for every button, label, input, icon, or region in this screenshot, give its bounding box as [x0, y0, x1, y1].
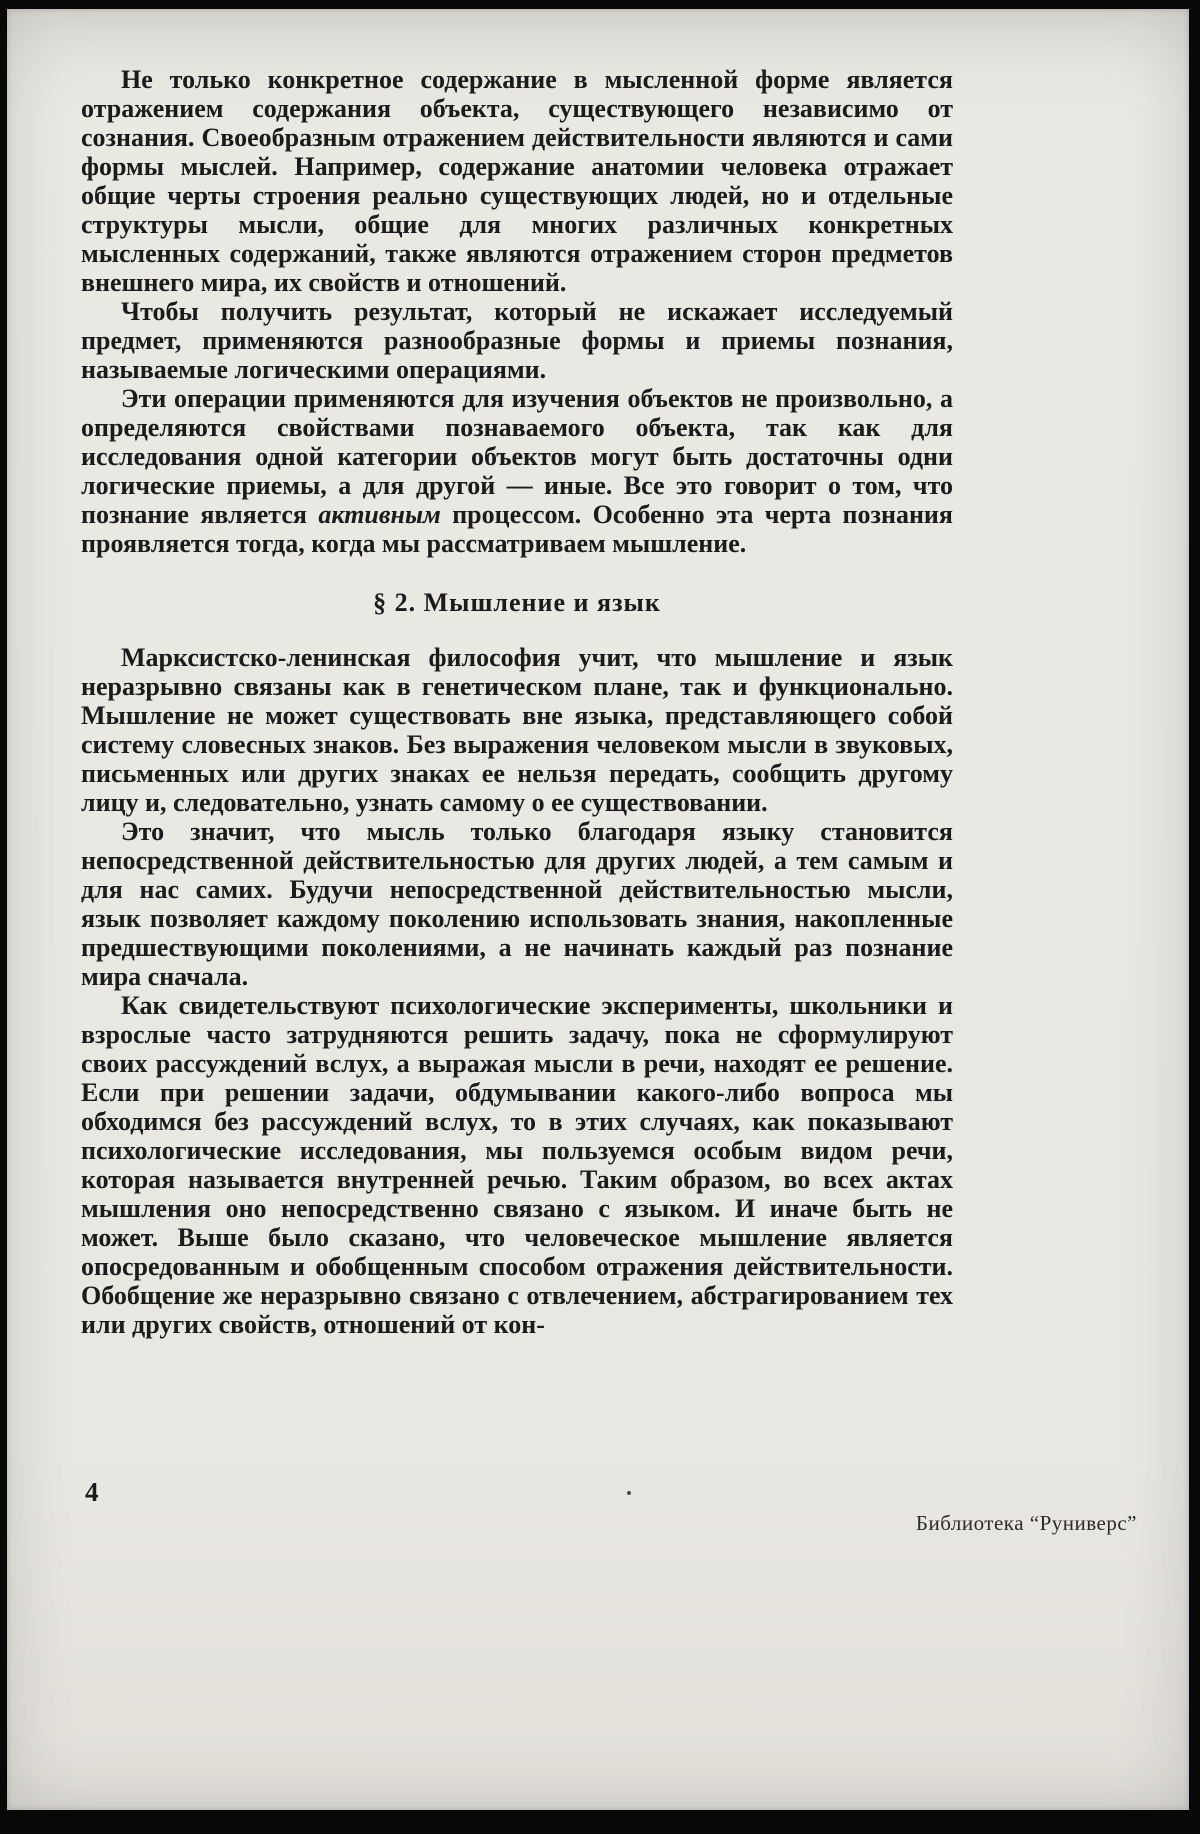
paragraph-4: Марксистско-ленинская философия учит, что мышление и язык неразрывно связаны как в генетическом плане, так и функционально. Мышление не может существовать вне языка, представляющего собой систему словесных знаков. Без выражения человеком мысли в звуковых, письменных или других знаках ее нельзя передать, сообщить другому лицу и, следовательно, узнать самому о ее существовании. — [81, 643, 953, 817]
paragraph-6: Как свидетельствуют психологические эксперименты, школьники и взрослые часто затрудняются решить задачу, пока не сформулируют своих рассуждений вслух, а выражая мысли в речи, находят ее решение. Если при решении задачи, обдумывании какого-либо вопроса мы обходимся без рассуждений вслух, то в этих случаях, как показывают психологические исследования, мы пользуемся особым видом речи, которая называется внутренней речью. Таким образом, во всех актах мышления оно непосредственно связано с языком. И иначе быть не может. Выше было сказано, что человеческое мышление является опосредованным и обобщенным способом отражения действительности. Обобщение же неразрывно связано с отвлечением, абстрагированием тех или других свойств, отношений от кон- — [81, 991, 953, 1339]
scan-artifact-dot — [627, 1491, 631, 1495]
body-text — [81, 65, 953, 1339]
paragraph-3-italic-word: активным — [318, 500, 441, 529]
library-watermark: Библиотека “Руниверс” — [915, 1511, 1137, 1535]
paragraph-3-text-after: процессом. Особенно эта черта познания проявляется тогда, когда мы рассматриваем мышление. — [81, 500, 953, 558]
page-number: 4 — [85, 1477, 99, 1507]
paragraph-5: Это значит, что мысль только благодаря языку становится непосредственной действительностью для других людей, а тем самым и для нас самих. Будучи непосредственной действительностью мысли, язык позволяет каждому поколению использовать знания, накопленные предшествующими поколениями, а не начинать каждый раз познание мира сначала. — [81, 817, 953, 991]
section-heading: § 2. Мышление и язык — [373, 588, 661, 617]
paragraph-2: Чтобы получить результат, который не искажает исследуемый предмет, применяются разнообразные формы и приемы познания, называемые логическими операциями. — [81, 297, 953, 384]
paragraph-1: Не только конкретное содержание в мысленной форме является отражением содержания объекта, существующего независимо от сознания. Своеобразным отражением действительности являются и сами формы мыслей. Например, содержание анатомии человека отражает общие черты строения реально существующих людей, но и отдельные структуры мысли, общие для многих различных конкретных мысленных содержаний, также являются отражением сторон предметов внешнего мира, их свойств и отношений. — [81, 65, 953, 297]
scanned-page — [7, 9, 1189, 1810]
paragraph-3-text-before: Эти операции применяются для изучения объектов не произвольно, а определяются свойствами познаваемого объекта, так как для исследования одной категории объектов могут быть достаточны одни логические приемы, а для другой — иные. Все это говорит о том, что познание является — [81, 384, 953, 529]
paragraph-3 — [81, 384, 953, 558]
